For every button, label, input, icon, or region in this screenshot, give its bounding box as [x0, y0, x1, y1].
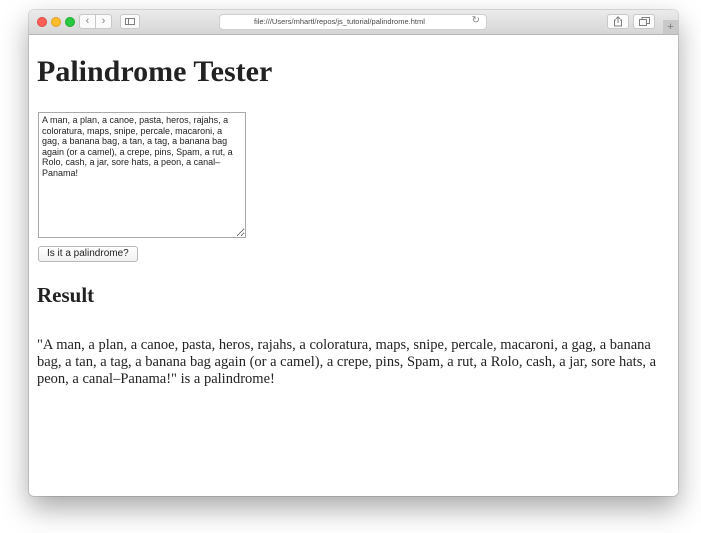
back-button[interactable] — [79, 14, 96, 29]
close-icon[interactable] — [37, 17, 47, 27]
back-icon: ‹ — [85, 15, 90, 27]
browser-window — [29, 10, 678, 496]
minimize-icon[interactable] — [51, 17, 61, 27]
tabs-icon — [639, 17, 650, 26]
share-icon — [613, 16, 623, 27]
phrase-textarea[interactable] — [38, 112, 246, 238]
result-text: "A man, a plan, a canoe, pasta, heros, rajahs, a coloratura, maps, snipe, percale, macaroni, a gag, a banana bag, a tan, a tag, a banana bag again (or a camel), a crepe, pins, Spam, a rut, a Rolo, cash, a jar, sore hats, a peon, a canal–Panama!" is a palindrome! — [37, 337, 657, 387]
new-tab-icon: + — [667, 21, 674, 33]
reload-icon[interactable]: ↻ — [471, 15, 480, 26]
title-bar — [29, 10, 678, 35]
page-title: Palindrome Tester — [37, 55, 273, 88]
zoom-icon[interactable] — [65, 17, 75, 27]
result-heading: Result — [37, 283, 95, 307]
show-tabs-button[interactable] — [633, 14, 655, 29]
url-text: file:///Users/mhartl/repos/js_tutorial/palindrome.html — [254, 17, 425, 26]
palindrome-test-button[interactable]: Is it a palindrome? — [38, 246, 138, 262]
sidebar-button[interactable] — [120, 14, 140, 29]
forward-button[interactable] — [95, 14, 112, 29]
share-button[interactable] — [607, 14, 629, 29]
address-bar[interactable] — [219, 14, 487, 30]
page-content — [29, 35, 678, 496]
new-tab-button[interactable] — [663, 20, 678, 34]
forward-icon: › — [101, 15, 106, 27]
sidebar-icon — [125, 18, 135, 25]
